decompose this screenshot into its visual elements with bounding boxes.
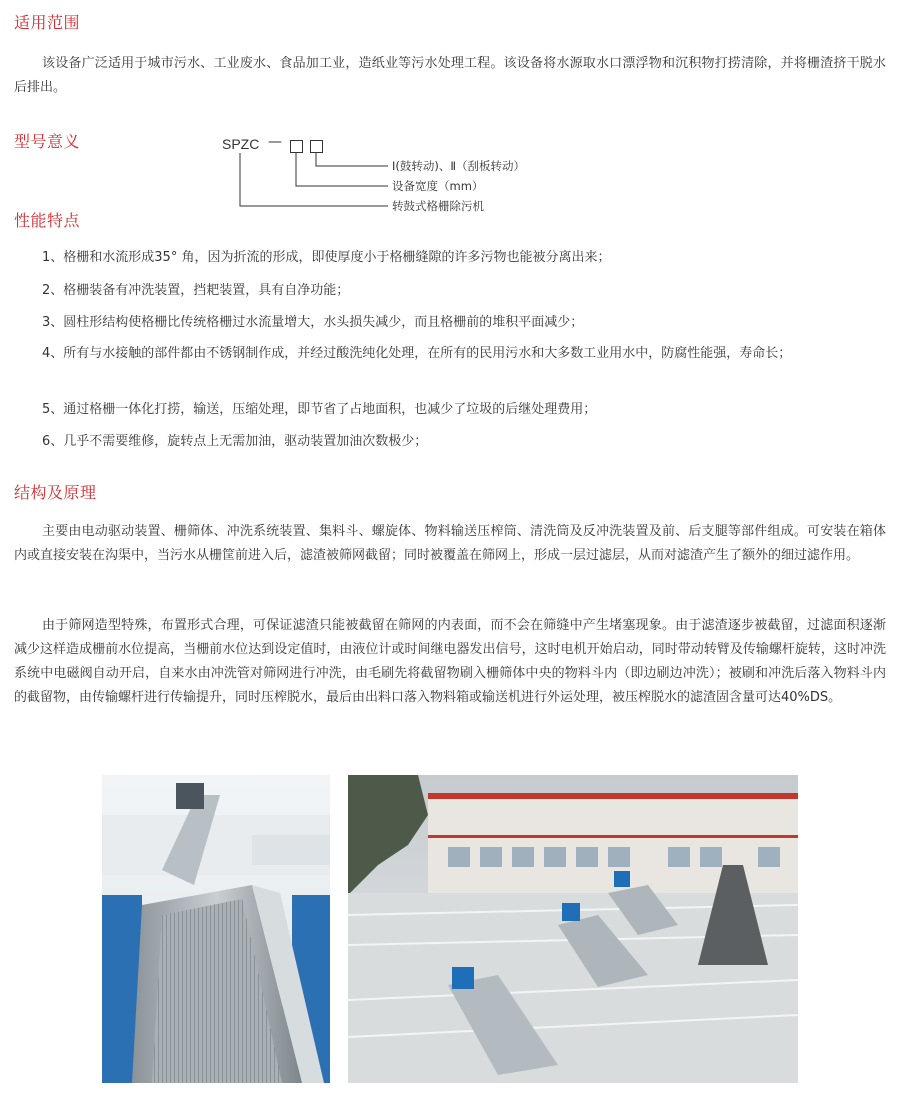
installation-site-photo [348,775,798,1083]
scope-text: 该设备广泛适用于城市污水、工业废水、食品加工业，造纸业等污水处理工程。该设备将水源取水口漂浮物和沉积物打捞清除，并将栅渣挤干脱水后排出。 [14,56,886,95]
model-diagram [220,132,580,222]
model-code: SPZC [222,136,260,152]
feature-item-5: 5、通过格栅一体化打捞，输送，压缩处理，即节省了占地面积，也减少了垃圾的后继处理费用； [42,402,597,417]
legend-type: Ⅰ(鼓转动)、Ⅱ（刮板转动） [392,159,526,173]
legend-name: 转鼓式格栅除污机 [392,199,484,213]
drum-screen-closeup-photo [102,775,330,1083]
model-dash: — [268,134,282,150]
feature-item-2: 2、格栅装备有冲洗装置，挡耙装置，具有自净功能； [42,283,350,298]
feature-item-6: 6、几乎不需要维修，旋转点上无需加油，驱动装置加油次数极少； [42,434,428,449]
model-heading: 型号意义 [14,132,81,151]
scope-heading: 适用范围 [14,13,81,32]
principle-paragraph-2: 由于筛网造型特殊，布置形式合理，可保证滤渣只能被截留在筛网的内表面，而不会在筛缝中产生堵塞现象。由于滤渣逐步被截留，过滤面积逐渐减少这样造成栅前水位提高，当栅前水位达到设定值时，由液位计或时间继电器发出信号，这时电机开始启动，同时带动转臂及传输螺杆旋转，这时冲洗系统中电磁阀自动开启，自来水由冲洗管对筛网进行冲洗，由毛刷先将截留物刷入栅筛体中央的物料斗内（即边刷边冲洗）；被刷和冲洗后落入物料斗内的截留物，由传输螺杆进行传输提升，同时压榨脱水，最后由出料口落入物料箱或输送机进行外运处理，被压榨脱水的滤渣固含量可达40%DS。 [14,618,886,705]
feature-item-3: 3、圆柱形结构使格栅比传统格栅过水流量增大，水头损失减少，而且格栅前的堆积平面减少； [42,315,584,330]
feature-item-1: 1、格栅和水流形成35° 角，因为折流的形成，即使厚度小于格栅缝隙的许多污物也能被分离出来； [42,250,611,265]
features-heading: 性能特点 [14,211,81,230]
drum-screen-closeup-illustration [102,775,330,1083]
principle-heading: 结构及原理 [14,483,97,502]
feature-item-4: 4、所有与水接触的部件都由不锈钢制作成，并经过酸洗纯化处理，在所有的民用污水和大多数工业用水中，防腐性能强，寿命长； [42,346,792,361]
legend-width: 设备宽度（mm） [392,179,484,193]
installation-site-illustration [348,775,798,1083]
principle-paragraph-1: 主要由电动驱动装置、栅筛体、冲洗系统装置、集料斗、螺旋体、物料输送压榨筒、清洗筒及反冲洗装置及前、后支腿等部件组成。可安装在箱体内或直接安装在沟渠中，当污水从栅筐前进入后，滤渣被筛网截留；同时被覆盖在筛网上，形成一层过滤层，从而对滤渣产生了额外的细过滤作用。 [14,524,886,563]
